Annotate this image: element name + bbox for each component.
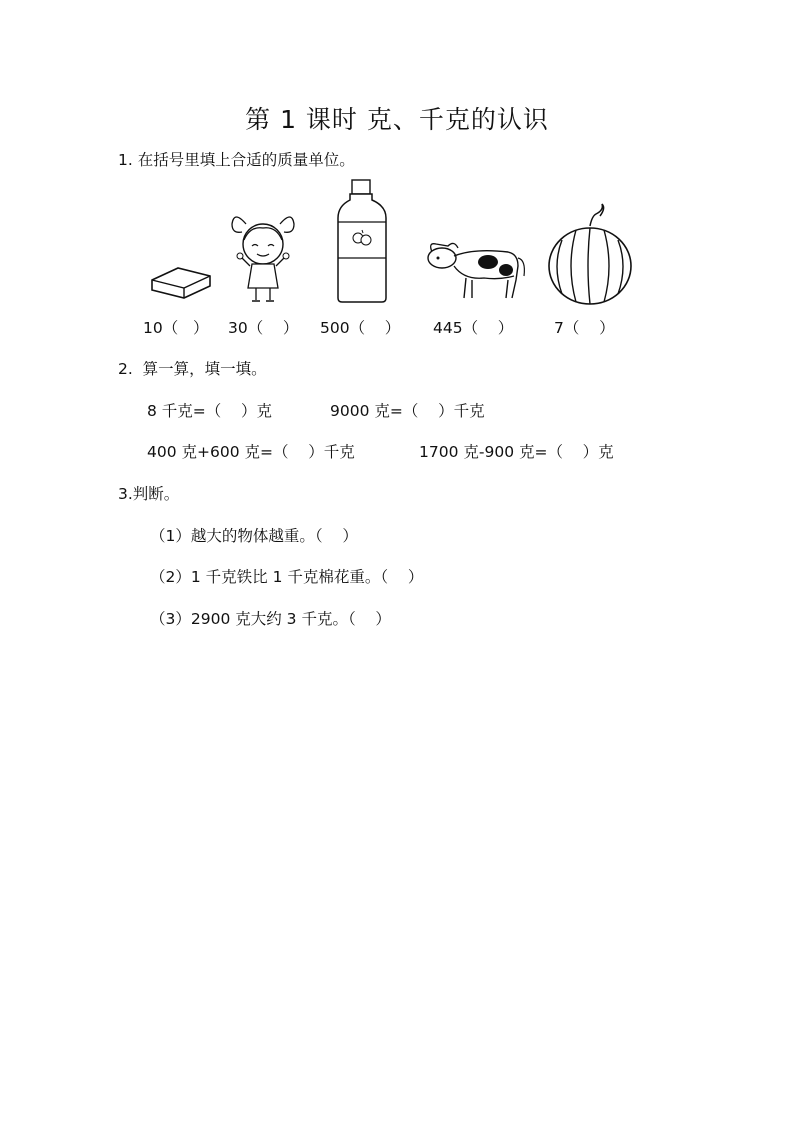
q3-item-3[interactable]: （3）2900 克大约 3 千克。（ ） bbox=[150, 610, 391, 628]
q1-blank-watermelon[interactable]: 7（ ） bbox=[554, 319, 615, 337]
q2-item-4[interactable]: 1700 克-900 克=（ ）克 bbox=[419, 443, 614, 461]
question-2-prompt: 2. 算一算，填一填。 bbox=[118, 360, 267, 378]
eraser-icon bbox=[148, 262, 214, 302]
q1-blank-cow[interactable]: 445（ ） bbox=[433, 319, 514, 337]
question-3-prompt: 3.判断。 bbox=[118, 485, 180, 503]
q1-blank-bottle[interactable]: 500（ ） bbox=[320, 319, 401, 337]
page-title: 第 1 课时 克、千克的认识 bbox=[245, 105, 549, 134]
oil-bottle-icon bbox=[332, 178, 392, 304]
question-1-prompt: 1. 在括号里填上合适的质量单位。 bbox=[118, 151, 355, 169]
q1-blank-girl[interactable]: 30（ ） bbox=[228, 319, 299, 337]
q3-item-1[interactable]: （1）越大的物体越重。（ ） bbox=[150, 527, 358, 545]
q2-item-1[interactable]: 8 千克=（ ）克 bbox=[147, 402, 272, 420]
q3-item-2[interactable]: （2）1 千克铁比 1 千克棉花重。（ ） bbox=[150, 568, 424, 586]
q1-blank-eraser[interactable]: 10（ ） bbox=[143, 319, 209, 337]
girl-icon bbox=[228, 210, 298, 305]
q2-item-2[interactable]: 9000 克=（ ）千克 bbox=[330, 402, 485, 420]
cow-icon bbox=[424, 236, 528, 304]
q2-item-3[interactable]: 400 克+600 克=（ ）千克 bbox=[147, 443, 355, 461]
watermelon-icon bbox=[546, 200, 636, 308]
